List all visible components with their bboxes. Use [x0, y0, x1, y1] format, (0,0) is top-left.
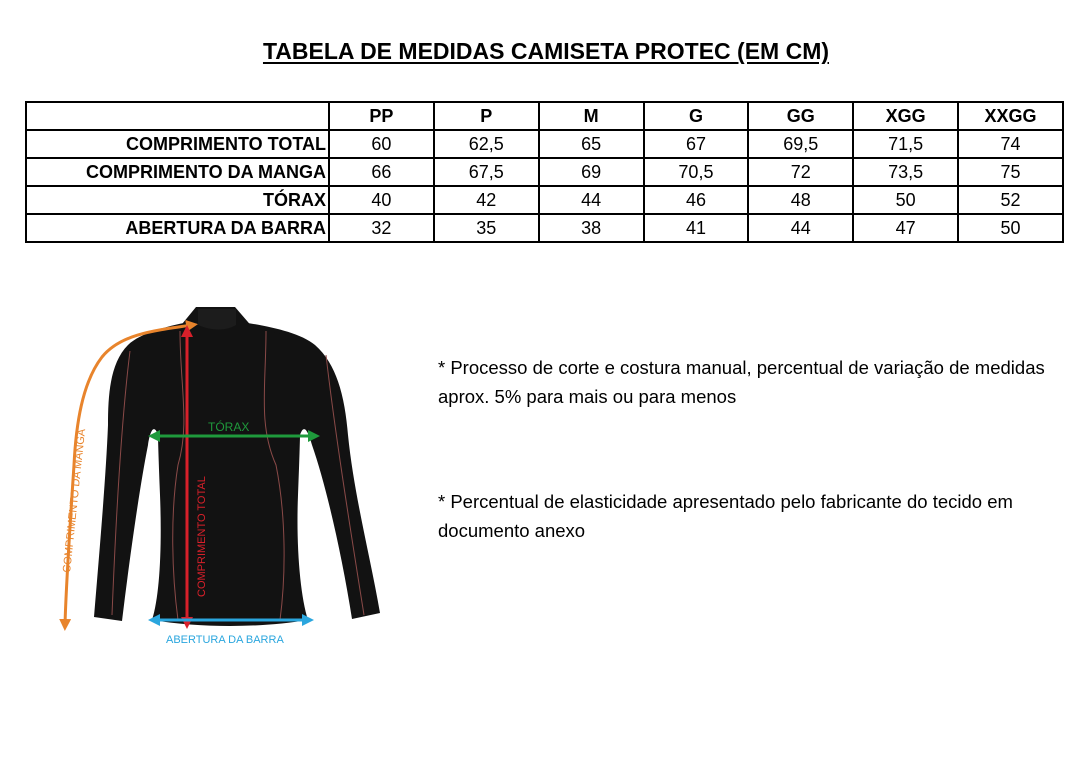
table-cell: 46 [644, 186, 749, 214]
table-cell: 69,5 [748, 130, 853, 158]
note-elasticity: * Percentual de elasticidade apresentado pelo fabricante do tecido em documento anexo [438, 491, 1013, 541]
table-cell: 73,5 [853, 158, 958, 186]
table-cell: 50 [958, 214, 1063, 242]
row-label: ABERTURA DA BARRA [26, 214, 329, 242]
table-cell: 65 [539, 130, 644, 158]
size-header: G [644, 102, 749, 130]
chest-label: TÓRAX [208, 420, 250, 434]
size-table [25, 101, 1064, 243]
table-cell: 67 [644, 130, 749, 158]
table-cell: 74 [958, 130, 1063, 158]
table-cell: 70,5 [644, 158, 749, 186]
shirt-diagram [30, 295, 410, 665]
table-header-row [26, 102, 1063, 130]
table-cell: 35 [434, 214, 539, 242]
size-header: PP [329, 102, 434, 130]
table-corner-cell [26, 102, 329, 130]
table-cell: 41 [644, 214, 749, 242]
table-cell: 50 [853, 186, 958, 214]
table-cell: 71,5 [853, 130, 958, 158]
table-cell: 32 [329, 214, 434, 242]
table-row [26, 186, 1063, 214]
table-cell: 52 [958, 186, 1063, 214]
table-row [26, 214, 1063, 242]
table-cell: 44 [539, 186, 644, 214]
row-label: COMPRIMENTO DA MANGA [26, 158, 329, 186]
table-cell: 48 [748, 186, 853, 214]
page-title: TABELA DE MEDIDAS CAMISETA PROTEC (EM CM) [262, 38, 830, 64]
table-cell: 69 [539, 158, 644, 186]
shirt-silhouette [94, 307, 380, 626]
table-cell: 44 [748, 214, 853, 242]
size-header: M [539, 102, 644, 130]
table-cell: 38 [539, 214, 644, 242]
table-cell: 72 [748, 158, 853, 186]
table-cell: 42 [434, 186, 539, 214]
table-cell: 67,5 [434, 158, 539, 186]
hem-label: ABERTURA DA BARRA [166, 634, 284, 646]
size-header: XGG [853, 102, 958, 130]
table-cell: 62,5 [434, 130, 539, 158]
row-label: TÓRAX [26, 186, 329, 214]
table-row [26, 158, 1063, 186]
sleeve-length-label: COMPRIMENTO DA MANGA [61, 428, 89, 574]
note-manual-variation: * Processo de corte e costura manual, percentual de variação de medidas aprox. 5% para mais ou para menos [438, 357, 1045, 407]
table-row [26, 130, 1063, 158]
table-cell: 75 [958, 158, 1063, 186]
size-header: XXGG [958, 102, 1063, 130]
table-cell: 60 [329, 130, 434, 158]
size-header: GG [748, 102, 853, 130]
table-cell: 40 [329, 186, 434, 214]
size-header: P [434, 102, 539, 130]
table-cell: 66 [329, 158, 434, 186]
row-label: COMPRIMENTO TOTAL [26, 130, 329, 158]
table-cell: 47 [853, 214, 958, 242]
total-length-label: COMPRIMENTO TOTAL [196, 476, 208, 597]
